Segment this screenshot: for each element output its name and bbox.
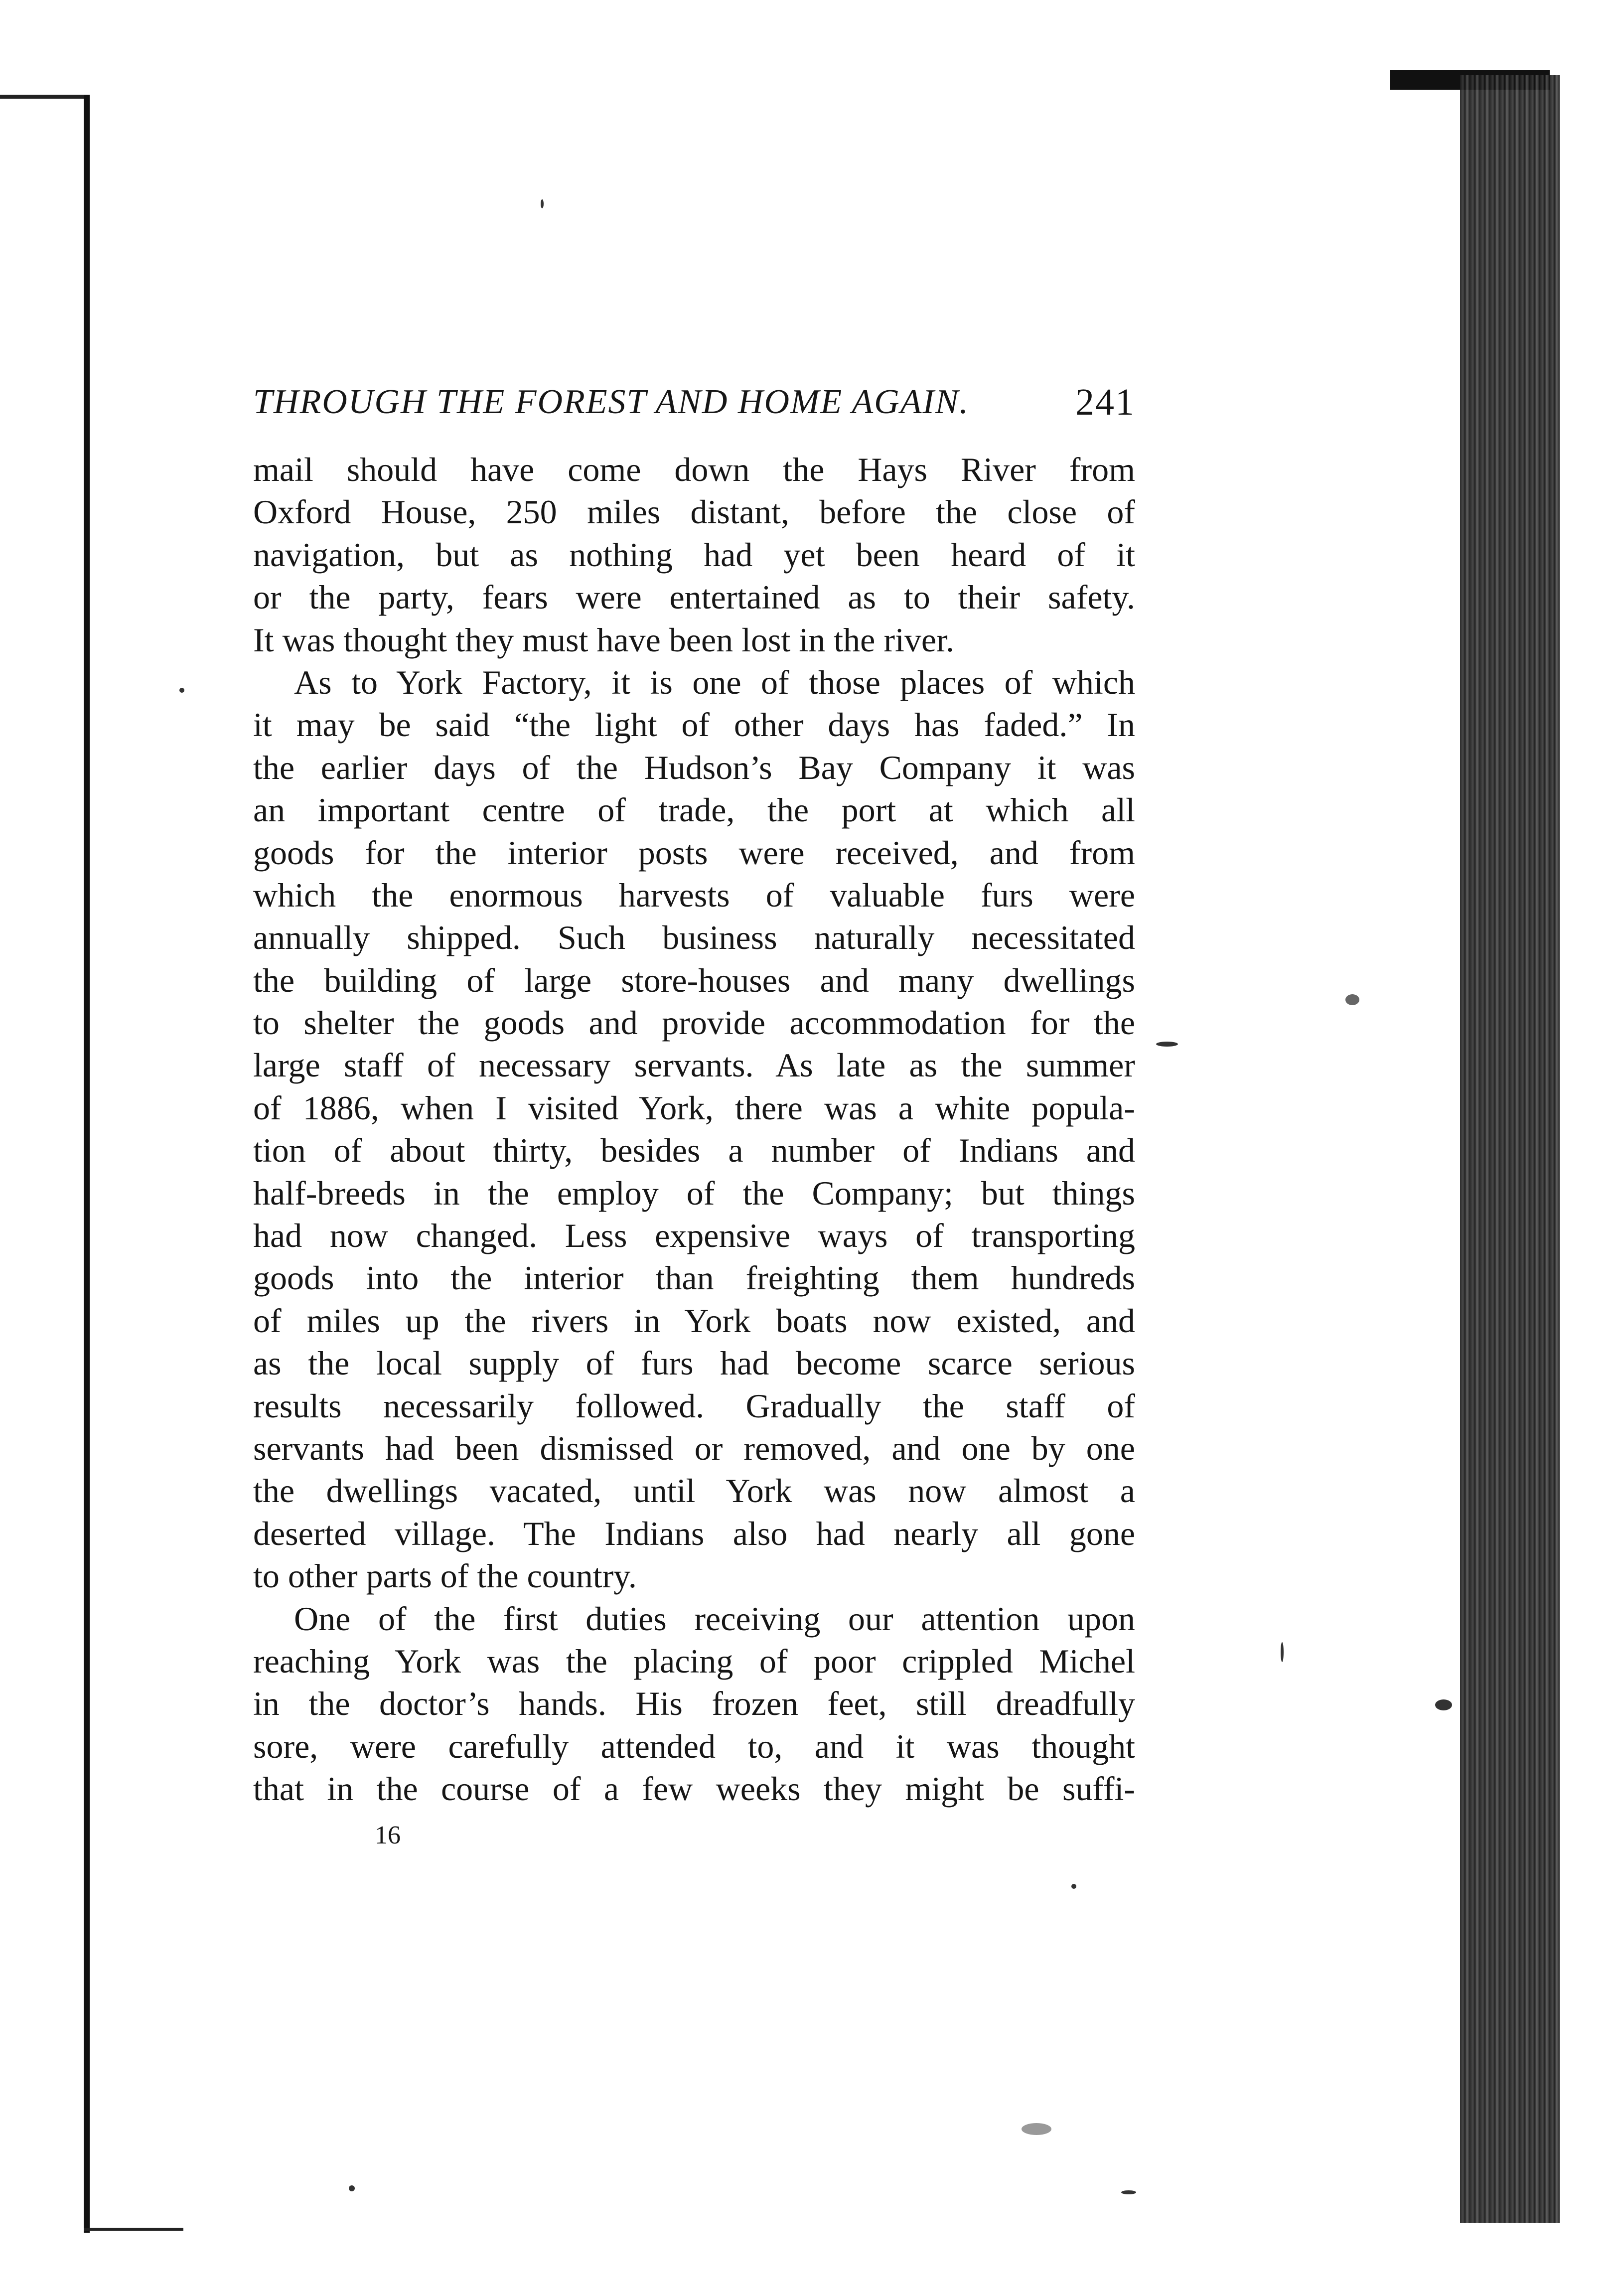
text-line: had now changed. Less expensive ways of transporting — [253, 1217, 1135, 1255]
text-line: an important centre of trade, the port at which all — [253, 791, 1135, 829]
scan-speck — [1156, 1042, 1178, 1047]
scan-speck — [1121, 2190, 1136, 2194]
binding-edge-foot — [84, 2228, 183, 2231]
text-line: it may be said “the light of other days has faded.” In — [253, 706, 1135, 744]
text-line: half-breeds in the employ of the Company; but things — [253, 1174, 1135, 1212]
text-line: One of the first duties receiving our attention upon — [294, 1599, 1135, 1638]
text-line: goods into the interior than freighting them hundreds — [253, 1259, 1135, 1297]
running-title: THROUGH THE FOREST AND HOME AGAIN. — [253, 383, 969, 421]
text-line: tion of about thirty, besides a number of Indians and — [253, 1131, 1135, 1170]
text-line: goods for the interior posts were received, and from — [253, 833, 1135, 872]
text-line: mail should have come down the Hays River from — [253, 451, 1135, 488]
scan-speck — [1071, 1884, 1076, 1889]
scan-speck — [1435, 1699, 1452, 1710]
text-line: As to York Factory, it is one of those places of which — [294, 663, 1135, 701]
scan-speck — [1022, 2123, 1051, 2135]
page-number: 241 — [1075, 381, 1135, 423]
text-line: in the doctor’s hands. His frozen feet, still dreadfully — [253, 1684, 1135, 1723]
running-header — [253, 375, 1135, 430]
text-line: the building of large store-houses and many dwellings — [253, 961, 1135, 999]
binding-edge — [84, 95, 90, 2233]
paragraph — [253, 1598, 1135, 1811]
text-line: of miles up the rivers in York boats now existed, and — [253, 1301, 1135, 1340]
text-line: to shelter the goods and provide accommodation for the — [253, 1004, 1135, 1042]
scan-speck — [349, 2185, 355, 2191]
signature-mark: 16 — [375, 1821, 401, 1849]
text-line: servants had been dismissed or removed, and one by one — [253, 1429, 1135, 1467]
text-line: results necessarily followed. Gradually the staff of — [253, 1386, 1135, 1425]
text-line: which the enormous harvests of valuable furs were — [253, 876, 1135, 914]
text-line: large staff of necessary servants. As late as the summer — [253, 1046, 1135, 1084]
text-line: as the local supply of furs had become scarce serious — [253, 1344, 1135, 1382]
text-line: navigation, but as nothing had yet been heard of it — [253, 535, 1135, 574]
text-line: reaching York was the placing of poor crippled Michel — [253, 1642, 1135, 1680]
text-line: to other parts of the country. — [253, 1557, 637, 1595]
body-text — [253, 449, 1135, 1811]
text-line: deserted village. The Indians also had nearly all gone — [253, 1514, 1135, 1552]
paragraph — [253, 661, 1135, 1598]
scan-speck — [179, 688, 184, 693]
text-line: the dwellings vacated, until York was now almost a — [253, 1472, 1135, 1510]
text-line: annually shipped. Such business naturally necessitated — [253, 918, 1135, 957]
binding-edge-cap — [0, 95, 90, 99]
text-line: of 1886, when I visited York, there was a white popula- — [253, 1088, 1135, 1127]
text-line: It was thought they must have been lost in the river. — [253, 620, 954, 659]
paragraph — [253, 449, 1135, 661]
text-line: that in the course of a few weeks they might be suffi- — [253, 1770, 1135, 1808]
scan-speck — [541, 199, 544, 208]
text-line: sore, were carefully attended to, and it was thought — [253, 1727, 1135, 1765]
scan-speck — [1281, 1642, 1284, 1662]
text-line: or the party, fears were entertained as to their safety. — [253, 578, 1135, 616]
text-line: Oxford House, 250 miles distant, before the close of — [253, 493, 1135, 531]
text-line: the earlier days of the Hudson’s Bay Company it was — [253, 748, 1135, 786]
scan-speck — [1345, 994, 1359, 1005]
scan-edge-shadow — [1460, 75, 1560, 2223]
